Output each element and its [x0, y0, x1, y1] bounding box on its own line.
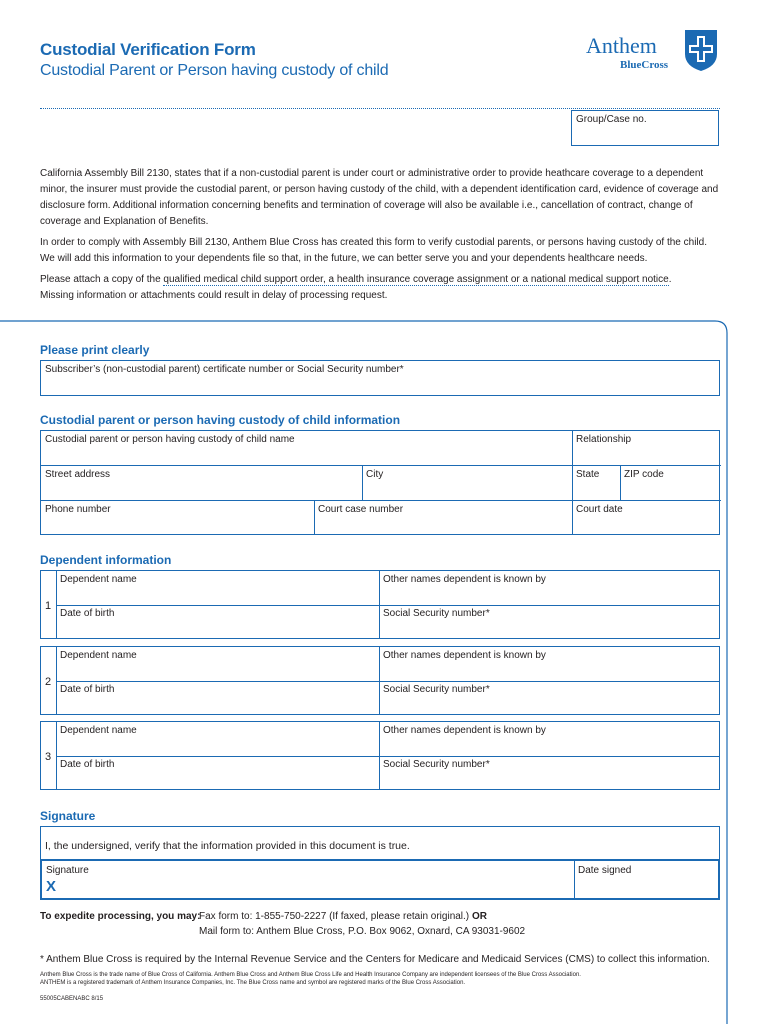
fax-text: Fax form to: 1-855-750-2227 (If faxed, please retain original.) [199, 911, 470, 922]
signature-statement-box [40, 826, 720, 860]
subscriber-number-field[interactable] [40, 360, 720, 396]
date-of-birth-label: Date of birth [60, 608, 115, 619]
custodial-name-label: Custodial parent or person having custody of child name [45, 434, 295, 445]
dependent-name-label: Dependent name [60, 725, 137, 736]
intro-paragraph-2: In order to comply with Assembly Bill 2130, Anthem Blue Cross has created this form to verify custodial parents, or persons having custody of the child. We will add this information to your dependents file so that, in the future, we can better serve you and your dependents healthcare needs. [40, 237, 707, 264]
signature-field[interactable] [42, 862, 574, 899]
court-case-number-field[interactable] [314, 501, 572, 535]
signature-statement: I, the undersigned, verify that the information provided in this document is true. [45, 840, 410, 852]
expedite-label: To expedite processing, you may: [40, 911, 201, 922]
dependent-2-other-names-field[interactable] [379, 647, 720, 681]
form-subtitle: Custodial Parent or Person having custody of child [40, 62, 389, 79]
attach-suffix: . [668, 274, 672, 285]
ssn-label: Social Security number* [383, 684, 490, 695]
intro-paragraph-1: California Assembly Bill 2130, states that if a non-custodial parent is under court or administrative order to provide heathcare coverage to a dependent minor, the insurer must provide the custodial parent, or person having custody of the child, with a dependent identification card, evidence of coverage and disclosure form. Additional information concerning benefits and termination of coverage will also be available i.e., cancellation of contract, change of coverage and Explanation of Benefits. [40, 168, 719, 227]
dependent-2-ssn-field[interactable] [379, 681, 720, 715]
dependent-2-number: 2 [45, 676, 52, 688]
dependent-1-ssn-field[interactable] [379, 605, 720, 639]
dependent-1-name-field[interactable] [56, 571, 379, 605]
dependent-name-label: Dependent name [60, 574, 137, 585]
signature-x-mark: X [46, 878, 57, 895]
legal-line-1: Anthem Blue Cross is the trade name of Blue Cross of California. Anthem Blue Cross and Anthem Blue Cross Life and Health Insurance Company are independent licensees of the Blue Cross Association. [40, 972, 581, 978]
dependent-3-number: 3 [45, 751, 52, 763]
dependent-2-table [40, 646, 720, 715]
blue-cross-shield-icon [682, 28, 720, 72]
phone-number-field[interactable] [41, 501, 314, 535]
signature-box [40, 859, 720, 900]
date-of-birth-label: Date of birth [60, 759, 115, 770]
mail-instructions: Mail form to: Anthem Blue Cross, P.O. Box 9062, Oxnard, CA 93031-9602 [199, 926, 526, 937]
form-code: 55005CABENABC 8/15 [40, 996, 104, 1002]
logo-sub: BlueCross [620, 59, 669, 71]
zip-code-label: ZIP code [624, 469, 664, 480]
dependent-heading: Dependent information [40, 553, 172, 567]
state-label: State [576, 469, 600, 480]
dependent-1-other-names-field[interactable] [379, 571, 720, 605]
subscriber-number-label: Subscriber’s (non-custodial parent) certificate number or Social Security number* [45, 364, 404, 375]
date-signed-field[interactable] [574, 862, 718, 899]
group-case-label: Group/Case no. [576, 114, 647, 125]
court-date-field[interactable] [572, 501, 720, 535]
date-signed-label: Date signed [578, 865, 632, 876]
dependent-3-name-field[interactable] [56, 722, 379, 756]
footnote: * Anthem Blue Cross is required by the Internal Revenue Service and the Centers for Medicare and Medicaid Services (CMS) to collect this information. [40, 954, 710, 965]
missing-info-note: Missing information or attachments could result in delay of processing request. [40, 290, 388, 301]
dependent-2-name-field[interactable] [56, 647, 379, 681]
other-names-label: Other names dependent is known by [383, 650, 546, 661]
street-address-label: Street address [45, 469, 111, 480]
other-names-label: Other names dependent is known by [383, 574, 546, 585]
fax-or: OR [471, 911, 487, 922]
dependent-name-label: Dependent name [60, 650, 137, 661]
custodial-info-table [40, 430, 720, 535]
header-divider [40, 108, 720, 109]
relationship-label: Relationship [576, 434, 632, 445]
phone-number-label: Phone number [45, 504, 111, 515]
attach-documents-text: qualified medical child support order, a health insurance coverage assignment or a national medical support notice [163, 274, 669, 285]
dependent-3-ssn-field[interactable] [379, 756, 720, 790]
intro-paragraph-3 [40, 272, 720, 304]
other-names-label: Other names dependent is known by [383, 725, 546, 736]
date-of-birth-label: Date of birth [60, 684, 115, 695]
ssn-label: Social Security number* [383, 608, 490, 619]
relationship-field[interactable] [572, 431, 720, 465]
signature-heading: Signature [40, 809, 96, 823]
dependent-1-dob-field[interactable] [56, 605, 379, 639]
please-print-heading: Please print clearly [40, 343, 150, 357]
custodial-heading: Custodial parent or person having custody of child information [40, 413, 401, 427]
custodial-name-field[interactable] [41, 431, 572, 465]
dependent-1-table [40, 570, 720, 639]
zip-code-field[interactable] [620, 466, 720, 500]
attach-prefix: Please attach a copy of the [40, 274, 164, 285]
fax-instructions [199, 911, 487, 922]
street-address-field[interactable] [41, 466, 362, 500]
dependent-1-number: 1 [45, 600, 52, 612]
form-title: Custodial Verification Form [40, 40, 256, 59]
logo-brand: Anthem [586, 33, 657, 58]
state-field[interactable] [572, 466, 620, 500]
signature-label: Signature [46, 865, 89, 876]
city-field[interactable] [362, 466, 572, 500]
court-date-label: Court date [576, 504, 623, 515]
court-case-number-label: Court case number [318, 504, 404, 515]
group-case-field[interactable] [571, 110, 719, 146]
ssn-label: Social Security number* [383, 759, 490, 770]
dependent-3-other-names-field[interactable] [379, 722, 720, 756]
city-label: City [366, 469, 384, 480]
legal-line-2: ANTHEM is a registered trademark of Anthem Insurance Companies, Inc. The Blue Cross name and symbol are registered marks of the Blue Cross Association. [40, 980, 466, 986]
dependent-3-table [40, 721, 720, 790]
dependent-2-dob-field[interactable] [56, 681, 379, 715]
dependent-3-dob-field[interactable] [56, 756, 379, 790]
